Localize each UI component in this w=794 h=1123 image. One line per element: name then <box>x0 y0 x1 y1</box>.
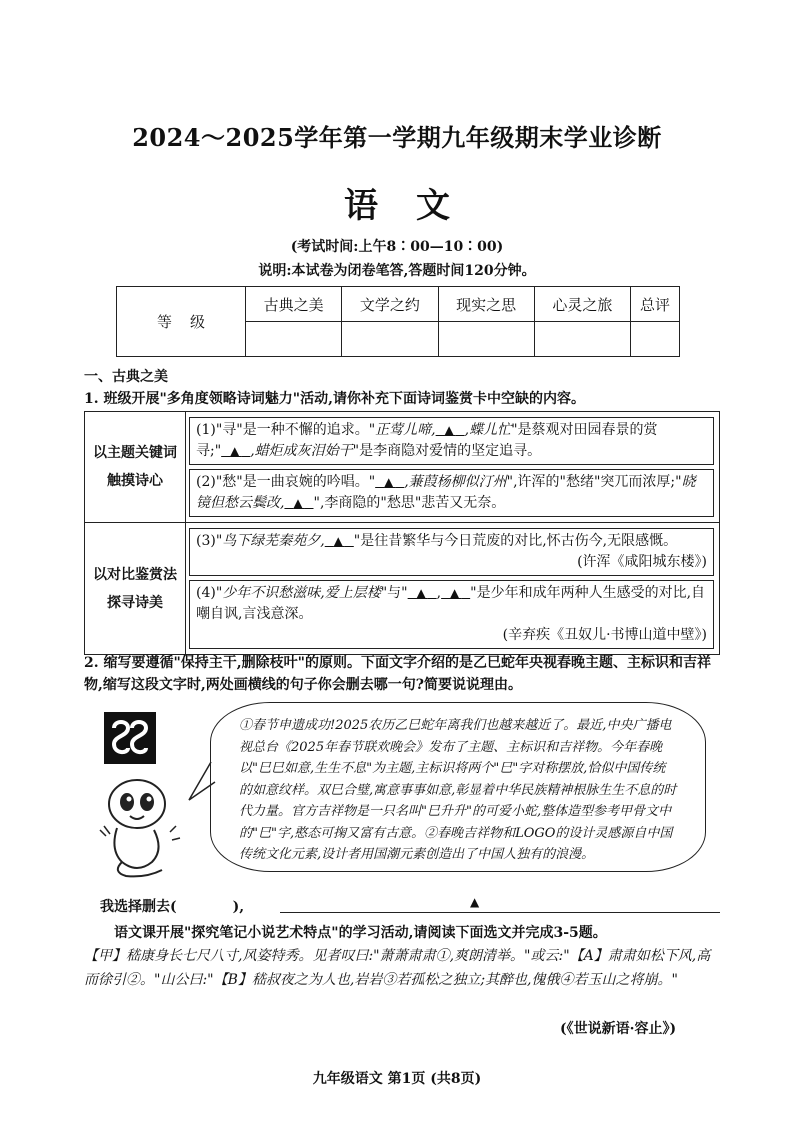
grade-label: 等级 <box>117 287 246 357</box>
answer-blank-marker: ▲ <box>470 895 480 909</box>
grade-col-2: 文学之约 <box>342 287 438 322</box>
grade-col-1: 古典之美 <box>246 287 342 322</box>
blank-marker[interactable]: ▲ <box>333 534 345 548</box>
page-footer: 九年级语文 第1页 (共8页) <box>312 1071 482 1087</box>
grade-cell[interactable] <box>246 322 342 357</box>
answer-line[interactable] <box>280 912 720 913</box>
card-item-4-source: (辛弃疾《丑奴儿·书博山道中壁》) <box>502 627 707 643</box>
card-item-4: (4)"少年不识愁滋味,爱上层楼"与" ▲ , ▲ "是少年和成年两种人生感受的对比,自嘲自讽,言浅意深。 (辛弃疾《丑奴儿·书博山道中壁》) <box>189 580 714 649</box>
exam-title: 2024～2025学年第一学期九年级期末学业诊断 <box>132 123 662 152</box>
grade-table <box>116 286 680 357</box>
grade-col-4: 心灵之旅 <box>534 287 630 322</box>
card-content-2 <box>186 523 720 655</box>
reading-passage: 【甲】嵇康身长七尺八寸,风姿特秀。见者叹曰:"萧萧肃肃①,爽朗清举。"或云:"【A】肃肃如松下风,高而徐引②。"山公曰:"【B】嵇叔夜之为人也,岩岩③若孤松之独立;其醉也,傀俄④若玉山之将崩。" <box>84 948 711 988</box>
blank-marker[interactable]: ▲ <box>293 496 305 510</box>
grade-col-3: 现实之思 <box>438 287 534 322</box>
passage-source: (《世说新语·容止》) <box>560 1021 677 1037</box>
grade-cell[interactable] <box>534 322 630 357</box>
grade-cell[interactable] <box>342 322 438 357</box>
gala-logo-icon <box>104 712 156 764</box>
answer-prompt: 我选择删去( ), <box>100 899 245 915</box>
snake-mascot-icon <box>92 770 182 884</box>
card-item-3: (3)"鸟下绿芜秦苑夕, ▲ "是往昔繁华与今日荒废的对比,怀古伤今,无限感慨。 (许浑《咸阳城东楼》) <box>189 528 714 576</box>
speech-bubble-text: ①春节申遗成功!2025农历乙巳蛇年离我们也越来越近了。最近,中央广播电视总台《2025年春节联欢晚会》发布了主题、主标识和吉祥物。今年春晚以"巳巳如意,生生不息"为主题,主标识将两个"巳"字对称摆放,恰似中国传统的如意纹样。双巳合璧,寓意事事如意,彰显着中华民族精神根脉生生不息的时代力量。官方吉祥物是一只名叫"巳升升"的可爱小蛇,整体造型参考甲骨文中的"巳"字,憨态可掬又富有古意。②春晚吉祥物和LOGO的设计灵感源自中国传统文化元素,设计者用国潮元素创造出了中国人独有的浪漫。 <box>210 702 706 872</box>
blank-marker[interactable]: ▲ <box>450 586 462 600</box>
card-item-3-source: (许浑《咸阳城东楼》) <box>577 554 707 570</box>
blank-marker[interactable]: ▲ <box>416 586 428 600</box>
card-content-1 <box>186 412 720 523</box>
poetry-card-table <box>84 411 720 655</box>
reading-intro: 语文课开展"探究笔记小说艺术特点"的学习活动,请阅读下面选文并完成3-5题。 <box>114 925 607 941</box>
grade-cell[interactable] <box>438 322 534 357</box>
section-heading: 一、古典之美 <box>84 369 168 385</box>
grade-cell[interactable] <box>631 322 680 357</box>
card-item-1: (1)"寻"是一种不懈的追求。"正莺儿啼, ▲ ,蝶儿忙"是蔡观对田园春景的赏寻;" ▲ ,蜡炬成灰泪始干"是李商隐对爱情的坚定追寻。 <box>189 417 714 465</box>
grade-col-5: 总评 <box>631 287 680 322</box>
blank-marker[interactable]: ▲ <box>444 423 456 437</box>
subject-title: 语文 <box>344 186 488 226</box>
blank-marker[interactable]: ▲ <box>230 444 242 458</box>
exam-time: (考试时间:上午8∶00—10∶00) <box>290 239 504 255</box>
question-2: 2. 缩写要遵循"保持主干,删除枝叶"的原则。下面文字介绍的是乙巳蛇年央视春晚主题、主标识和吉祥物,缩写这段文字时,两处画横线的句子你会删去哪一句?简要说说理由。 <box>84 655 711 693</box>
card-category-1: 以主题关键词触摸诗心 <box>85 412 186 523</box>
question-1: 1. 班级开展"多角度领略诗词魅力"活动,请你补充下面诗词鉴赏卡中空缺的内容。 <box>84 391 585 407</box>
exam-note: 说明:本试卷为闭卷笔答,答题时间120分钟。 <box>258 263 536 279</box>
card-category-2: 以对比鉴赏法探寻诗美 <box>85 523 186 655</box>
blank-marker[interactable]: ▲ <box>384 475 396 489</box>
card-item-2: (2)"愁"是一曲哀婉的吟唱。" ▲ ,蒹葭杨柳似汀州",许浑的"愁绪"突兀而浓厚;"晓镜但愁云鬓改, ▲ ",李商隐的"愁思"悲苦又无奈。 <box>189 469 714 517</box>
